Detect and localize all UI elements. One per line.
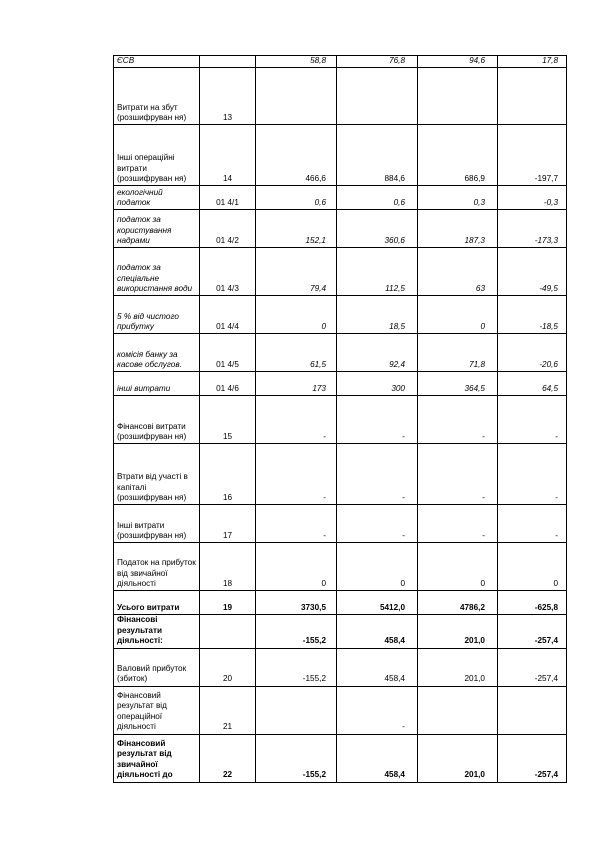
table-body	[114, 56, 567, 783]
value-col-4	[498, 68, 567, 125]
value-col-4	[498, 686, 567, 734]
value-col-4: -20,6	[498, 334, 567, 372]
value-col-1: -	[256, 444, 337, 505]
value-col-3: -	[418, 396, 498, 444]
value-col-2: 0,6	[337, 186, 418, 210]
value-col-2: 5412,0	[337, 591, 418, 615]
table-row	[114, 543, 567, 591]
row-label: податок за спеціальне використання води	[114, 248, 200, 296]
value-col-4: 64,5	[498, 372, 567, 396]
value-col-4: 17,8	[498, 56, 567, 68]
value-col-4: -257,4	[498, 734, 567, 782]
value-col-3: 94,6	[418, 56, 498, 68]
value-col-1: -	[256, 396, 337, 444]
financial-results-table	[113, 55, 567, 783]
row-label: екологічний податок	[114, 186, 200, 210]
value-col-4: -49,5	[498, 248, 567, 296]
row-code: 01 4/3	[200, 248, 256, 296]
value-col-2: 0	[337, 543, 418, 591]
table-row	[114, 396, 567, 444]
value-col-2: 458,4	[337, 648, 418, 686]
table-row	[114, 686, 567, 734]
value-col-2: 112,5	[337, 248, 418, 296]
table-row	[114, 591, 567, 615]
value-col-1	[256, 68, 337, 125]
row-label: Усього витрати	[114, 591, 200, 615]
value-col-3: 201,0	[418, 734, 498, 782]
row-code: 18	[200, 543, 256, 591]
value-col-4: -197,7	[498, 125, 567, 186]
value-col-1: 0	[256, 296, 337, 334]
table-row	[114, 648, 567, 686]
value-col-2: 458,4	[337, 615, 418, 648]
row-code: 01 4/1	[200, 186, 256, 210]
value-col-1: 173	[256, 372, 337, 396]
row-label: 5 % від чистого прибутку	[114, 296, 200, 334]
value-col-4: -	[498, 396, 567, 444]
value-col-1: 58,8	[256, 56, 337, 68]
value-col-3: -	[418, 444, 498, 505]
value-col-4: -625,8	[498, 591, 567, 615]
value-col-1: -155,2	[256, 734, 337, 782]
value-col-1: 79,4	[256, 248, 337, 296]
value-col-2: 458,4	[337, 734, 418, 782]
table-row	[114, 248, 567, 296]
row-code: 22	[200, 734, 256, 782]
row-code	[200, 615, 256, 648]
value-col-3	[418, 686, 498, 734]
value-col-3: 201,0	[418, 648, 498, 686]
row-label: ЄСВ	[114, 56, 200, 68]
table-row	[114, 68, 567, 125]
table-row	[114, 125, 567, 186]
value-col-2: -	[337, 505, 418, 543]
value-col-3: 364,5	[418, 372, 498, 396]
row-label: Фінансовий результат від операційної діяльності	[114, 686, 200, 734]
value-col-1: 466,6	[256, 125, 337, 186]
row-label: Податок на прибуток від звичайної діяльності	[114, 543, 200, 591]
value-col-2: 300	[337, 372, 418, 396]
value-col-1: 0	[256, 543, 337, 591]
row-code: 17	[200, 505, 256, 543]
row-label: Витрати на збут (розшифруван ня)	[114, 68, 200, 125]
row-code: 20	[200, 648, 256, 686]
row-code: 21	[200, 686, 256, 734]
row-label: Інші витрати (розшифруван ня)	[114, 505, 200, 543]
table-row	[114, 186, 567, 210]
value-col-3: 201,0	[418, 615, 498, 648]
row-code	[200, 56, 256, 68]
table-row	[114, 734, 567, 782]
value-col-4: -18,5	[498, 296, 567, 334]
table-row	[114, 56, 567, 68]
value-col-3: 187,3	[418, 210, 498, 248]
value-col-1: 152,1	[256, 210, 337, 248]
table-row	[114, 296, 567, 334]
value-col-1	[256, 686, 337, 734]
value-col-3: -	[418, 505, 498, 543]
value-col-3: 686,9	[418, 125, 498, 186]
row-code: 01 4/4	[200, 296, 256, 334]
value-col-3: 63	[418, 248, 498, 296]
value-col-2: -	[337, 444, 418, 505]
table-row	[114, 505, 567, 543]
value-col-2: -	[337, 686, 418, 734]
value-col-1: 61,5	[256, 334, 337, 372]
value-col-3: 0	[418, 543, 498, 591]
table-row	[114, 210, 567, 248]
value-col-4: -	[498, 444, 567, 505]
value-col-2: 18,5	[337, 296, 418, 334]
value-col-4: -257,4	[498, 648, 567, 686]
row-code: 01 4/2	[200, 210, 256, 248]
row-label: Фінансові витрати (розшифруван ня)	[114, 396, 200, 444]
table-row	[114, 615, 567, 648]
row-code: 01 4/6	[200, 372, 256, 396]
row-label: Фінансовий результат від звичайної діяльності до	[114, 734, 200, 782]
row-label: Фінансові результати діяльності:	[114, 615, 200, 648]
row-code: 14	[200, 125, 256, 186]
value-col-1: 3730,5	[256, 591, 337, 615]
row-code: 19	[200, 591, 256, 615]
value-col-2: 360,6	[337, 210, 418, 248]
value-col-1: 0,6	[256, 186, 337, 210]
row-code: 13	[200, 68, 256, 125]
table-row	[114, 444, 567, 505]
value-col-4: -0,3	[498, 186, 567, 210]
value-col-4: -173,3	[498, 210, 567, 248]
value-col-2: -	[337, 396, 418, 444]
row-label: Інші операційні витрати (розшифруван ня)	[114, 125, 200, 186]
value-col-3: 0,3	[418, 186, 498, 210]
table-row	[114, 334, 567, 372]
value-col-1: -155,2	[256, 648, 337, 686]
table-row	[114, 372, 567, 396]
value-col-3: 4786,2	[418, 591, 498, 615]
value-col-3: 0	[418, 296, 498, 334]
value-col-2	[337, 68, 418, 125]
row-label: Втрати від участі в капіталі (розшифруван ня)	[114, 444, 200, 505]
value-col-4: -	[498, 505, 567, 543]
row-label: комісія банку за касове обслугов.	[114, 334, 200, 372]
value-col-1: -	[256, 505, 337, 543]
row-label: інші витрати	[114, 372, 200, 396]
value-col-3	[418, 68, 498, 125]
row-code: 15	[200, 396, 256, 444]
row-label: податок за користування надрами	[114, 210, 200, 248]
value-col-4: -257,4	[498, 615, 567, 648]
value-col-4: 0	[498, 543, 567, 591]
row-label: Валовий прибуток (збиток)	[114, 648, 200, 686]
value-col-2: 76,8	[337, 56, 418, 68]
row-code: 01 4/5	[200, 334, 256, 372]
row-code: 16	[200, 444, 256, 505]
value-col-2: 92,4	[337, 334, 418, 372]
value-col-1: -155,2	[256, 615, 337, 648]
value-col-3: 71,8	[418, 334, 498, 372]
value-col-2: 884,6	[337, 125, 418, 186]
